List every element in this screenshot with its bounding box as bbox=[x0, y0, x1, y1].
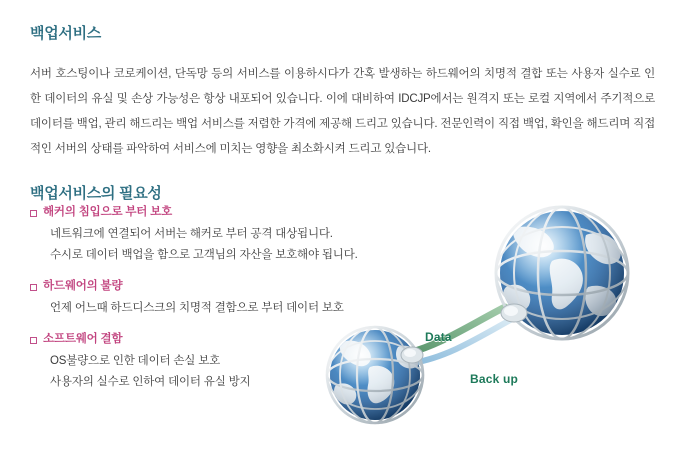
intro-paragraph: 서버 호스팅이나 코로케이션, 단독망 등의 서비스를 이용하시다가 간혹 발생하는 하드웨어의 치명적 결합 또는 사용자 실수로 인한 데이터의 유실 및 손상 가능성은 항상 내포되어 있습니다. 이에 대비하여 IDCJP에서는 원격지 또는 로컬 지역에서 주기적으로 데이터를 백업, 관리 해드리는 백업 서비스를 저렴한 가격에 제공해 드리고 있습니다. 전문인력이 직접 백업, 확인을 해드리며 직접적인 서버의 상태를 파악하여 서비스에 미치는 영향을 최소화시켜 드리고 있습니다. bbox=[30, 67, 655, 155]
label-data: Data bbox=[425, 330, 452, 344]
list-item-line: OS불량으로 인한 데이터 손실 보호 bbox=[50, 355, 221, 367]
square-bullet-icon bbox=[30, 284, 37, 291]
square-bullet-icon bbox=[30, 337, 37, 344]
page-title: 백업서비스 bbox=[30, 25, 101, 43]
backup-illustration bbox=[300, 195, 680, 460]
list-item-title: 소프트웨어 결함 bbox=[43, 333, 123, 345]
list-item-line: 언제 어느때 하드디스크의 치명적 결함으로 부터 데이터 보호 bbox=[50, 302, 344, 314]
section-title: 백업서비스의 필요성 bbox=[30, 185, 162, 203]
list-item-line: 사용자의 실수로 인하여 데이터 유실 방지 bbox=[50, 376, 251, 388]
list-item-line: 네트워크에 연결되어 서버는 해커로 부터 공격 대상됩니다. bbox=[50, 228, 333, 240]
globes-graphic-icon bbox=[300, 195, 680, 460]
square-bullet-icon bbox=[30, 210, 37, 217]
list-item-line: 수시로 데이터 백업을 함으로 고객님의 자산을 보호해야 됩니다. bbox=[50, 249, 358, 261]
list-item-title: 하드웨어의 불량 bbox=[43, 280, 123, 292]
list-item-title: 해커의 침입으로 부터 보호 bbox=[43, 206, 172, 218]
label-backup: Back up bbox=[470, 372, 519, 386]
